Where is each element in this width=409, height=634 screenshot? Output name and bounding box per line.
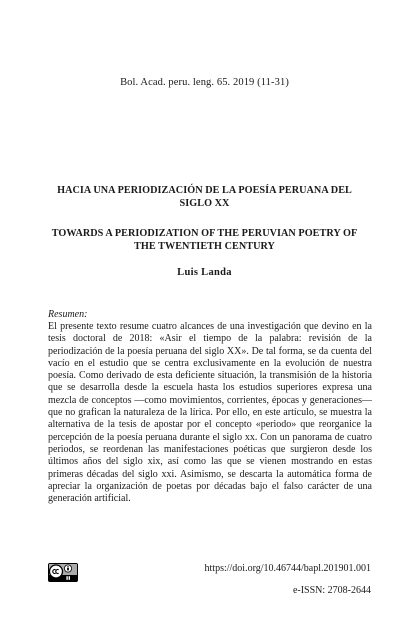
title-spanish: HACIA UNA PERIODIZACIÓN DE LA POESÍA PERUANA DEL SIGLO XX — [57, 185, 352, 209]
title-english: TOWARDS A PERIODIZATION OF THE PERUVIAN POETRY OF THE TWENTIETH CENTURY — [51, 228, 358, 252]
cc-by-icon[interactable] — [48, 563, 78, 582]
doi-link[interactable]: https://doi.org/10.46744/bapl.201901.001 — [204, 563, 371, 574]
abstract-text: El presente texto resume cuatro alcances de una investigación que devino en la tesis doctoral de 2018: «Asir el tiempo de la palabra: revisión de la periodización de la poesía peruana del siglo XX». De tal forma, se da cuenta del vacío en el estudio que se centra exclusivamente en la evolución de nuestra poesía. Como derivado de esta deficiente situación, la transmisión de la historia que se desarrolla desde la escuela hasta los estudios superiores expresa una mezcla de conceptos —como movimientos, corrientes, épocas y generaciones— que no grafican la naturaleza de la lírica. Por ello, en este artículo, se muestra la alternativa de la tesis de apostar por el concepto «periodo» que reorganice la percepción de la poesía peruana durante el siglo xx. Con un panorama de cuatro periodos, se reordenan las manifestaciones poéticas que surgieron desde los últimos años del siglo xix, así como las que se vienen mostrando en estas primeras décadas del siglo xxi. Asimismo, se descarta la automática forma de apreciar la organización de poetas por décadas bajo el falso carácter de una generación artificial. — [48, 321, 372, 505]
issn-text: e-ISSN: 2708-2644 — [292, 585, 371, 596]
author-name: Luis Landa — [177, 267, 232, 278]
journal-citation: Bol. Acad. peru. leng. 65. 2019 (11-31) — [120, 77, 289, 88]
abstract-label: Resumen: — [48, 309, 88, 320]
